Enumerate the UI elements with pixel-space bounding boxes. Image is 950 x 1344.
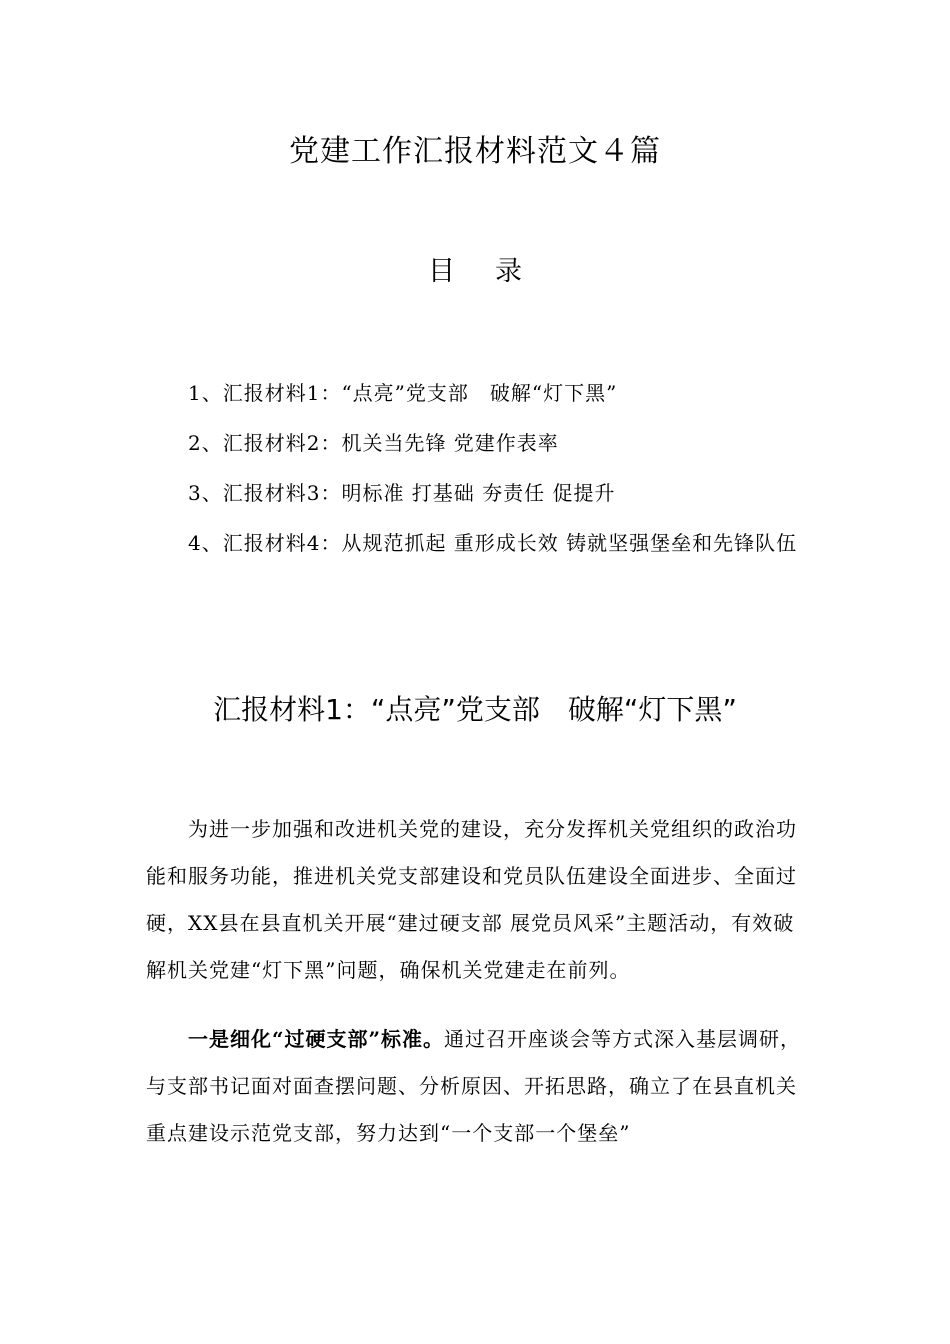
- paragraph-point-1: [146, 1016, 808, 1157]
- toc-heading-left: 目: [428, 256, 455, 287]
- document-title: 党建工作汇报材料范文４篇: [289, 134, 661, 169]
- table-of-contents: [146, 368, 806, 568]
- body-text: [146, 806, 808, 1179]
- toc-item-3[interactable]: 3、汇报材料3：明标准 打基础 夯责任 促提升: [188, 481, 616, 505]
- paragraph-point-1-lead: 一是细化“过硬支部”标准。: [188, 1027, 445, 1051]
- paragraph-point-1-text: 通过召开座谈会等方式深入基层调研，与支部书记面对面查摆问题、分析原因、开拓思路，确立了在县直机关重点建设示范党支部，努力达到“一个支部一个堡垒”: [146, 1027, 802, 1145]
- section-title: 汇报材料1：“点亮”党支部 破解“灯下黑”: [213, 693, 737, 726]
- toc-item-1[interactable]: 1、汇报材料1：“点亮”党支部 破解“灯下黑”: [188, 381, 618, 405]
- toc-heading: [0, 250, 950, 294]
- paragraph-intro: 为进一步加强和改进机关党的建设，充分发挥机关党组织的政治功能和服务功能，推进机关党支部建设和党员队伍建设全面进步、全面过硬，XX县在县直机关开展“建过硬支部 展党员风采”主题活动，有效破解机关党建“灯下黑”问题，确保机关党建走在前列。: [146, 817, 797, 982]
- toc-heading-right: 录: [495, 256, 522, 287]
- toc-item-2[interactable]: 2、汇报材料2：机关当先锋 党建作表率: [188, 431, 559, 455]
- toc-item-4[interactable]: 4、汇报材料4：从规范抓起 重形成长效 铸就坚强堡垒和先锋队伍: [188, 531, 798, 555]
